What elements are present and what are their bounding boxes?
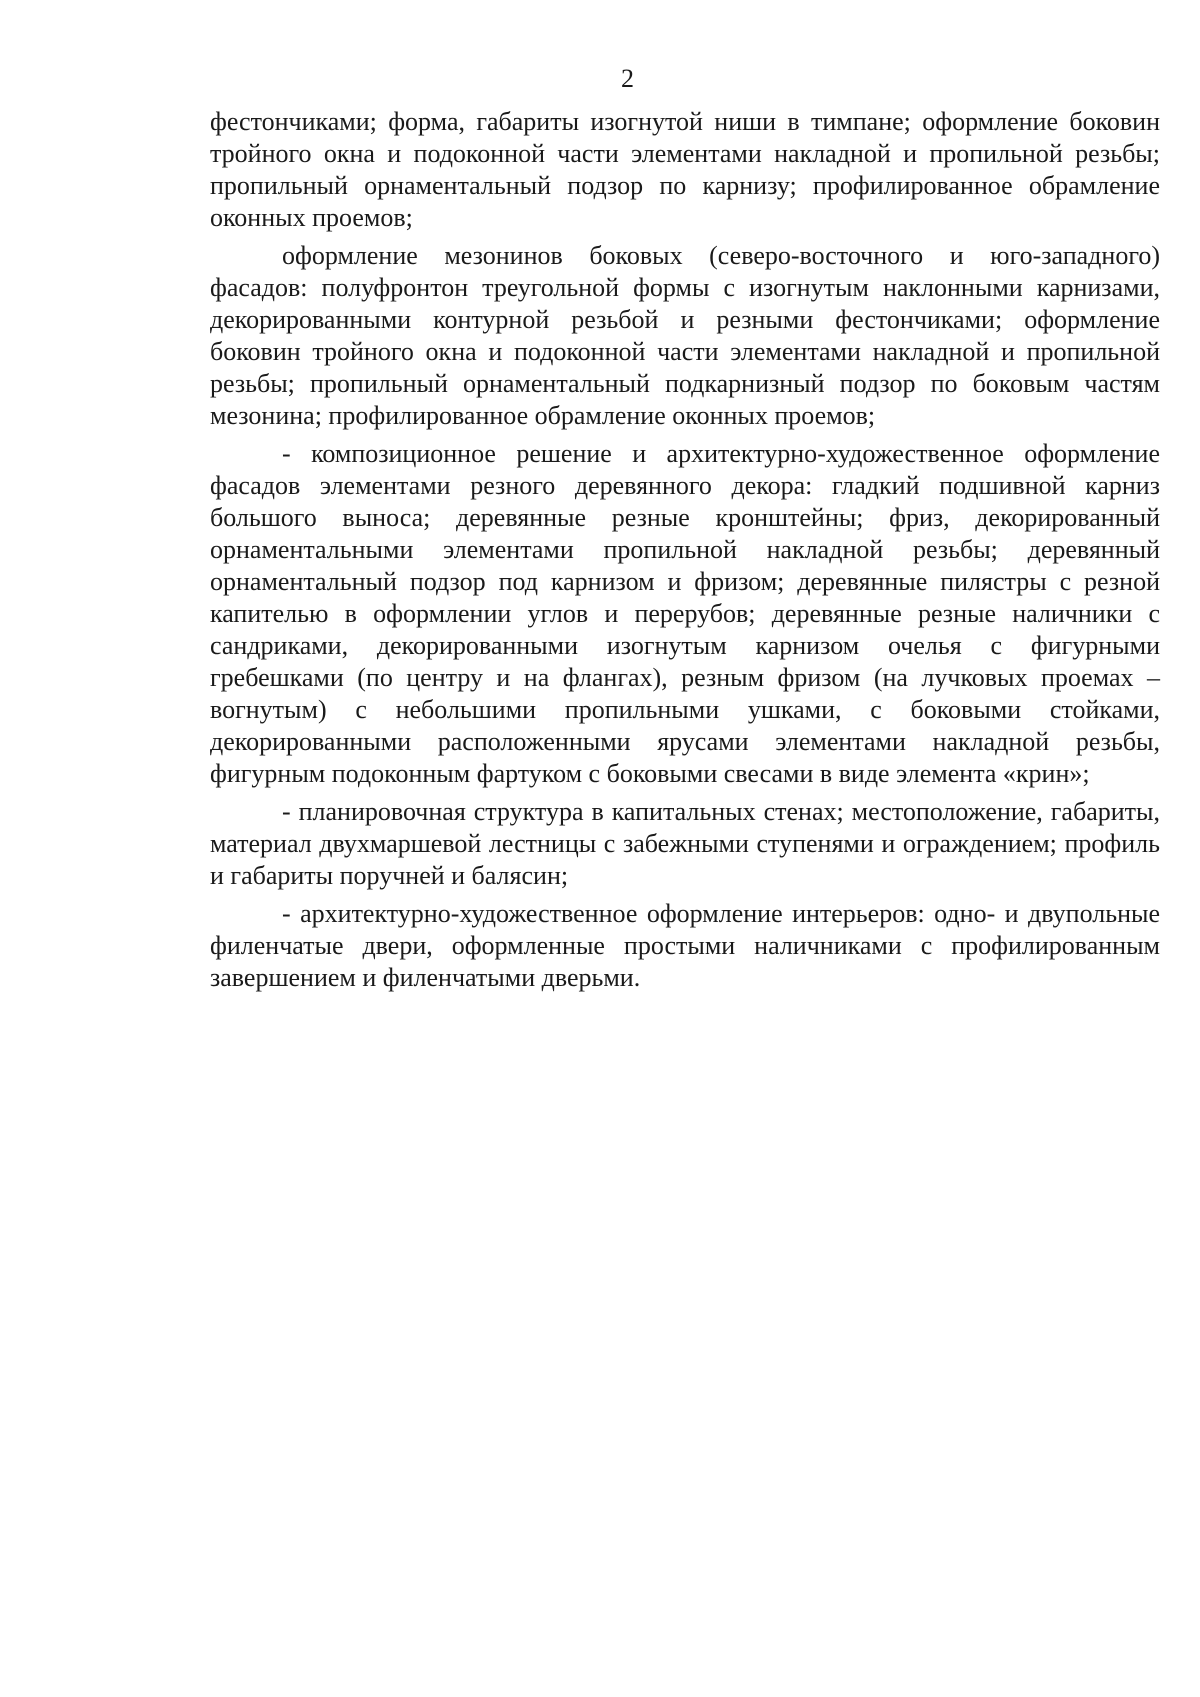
paragraph-1: фестончиками; форма, габариты изогнутой ниши в тимпане; оформление боковин тройного окна и подоконной части элементами накладной и пропильной резьбы; пропильный орнаментальный подзор по карнизу; профилированное обрамление оконных проемов; <box>210 107 1160 232</box>
paragraph-3: - композиционное решение и архитектурно-художественное оформление фасадов элементами резного деревянного декора: гладкий подшивной карниз большого выноса; деревянные резные кронштейны; фриз, декорированный орнаментальными элементами пропильной накладной резьбы; деревянный орнаментальный подзор под карнизом и фризом; деревянные пилястры с резной капителью в оформлении углов и перерубов; деревянные резные наличники с сандриками, декорированными изогнутым карнизом очелья с фигурными гребешками (по центру и на флангах), резным фризом (на лучковых проемах – вогнутым) с небольшими пропильными ушками, с боковыми стойками, декорированными расположенными ярусами элементами накладной резьбы, фигурным подоконным фартуком с боковыми свесами в виде элемента «крин»; <box>210 439 1160 788</box>
paragraph-2: оформление мезонинов боковых (северо-восточного и юго-западного) фасадов: полуфронтон треугольной формы с изогнутым наклонными карнизами, декорированными контурной резьбой и резными фестончиками; оформление боковин тройного окна и подоконной части элементами накладной и пропильной резьбы; пропильный орнаментальный подкарнизный подзор по боковым частям мезонина; профилированное обрамление оконных проемов; <box>210 241 1160 430</box>
page-number: 2 <box>621 64 634 93</box>
paragraph-4: - планировочная структура в капитальных стенах; местоположение, габариты, материал двухмаршевой лестницы с забежными ступенями и ограждением; профиль и габариты поручней и балясин; <box>210 797 1160 890</box>
paragraph-5: - архитектурно-художественное оформление интерьеров: одно- и двупольные филенчатые двери, оформленные простыми наличниками с профилированным завершением и филенчатыми дверьми. <box>210 899 1160 992</box>
document-body <box>210 106 1160 1000</box>
